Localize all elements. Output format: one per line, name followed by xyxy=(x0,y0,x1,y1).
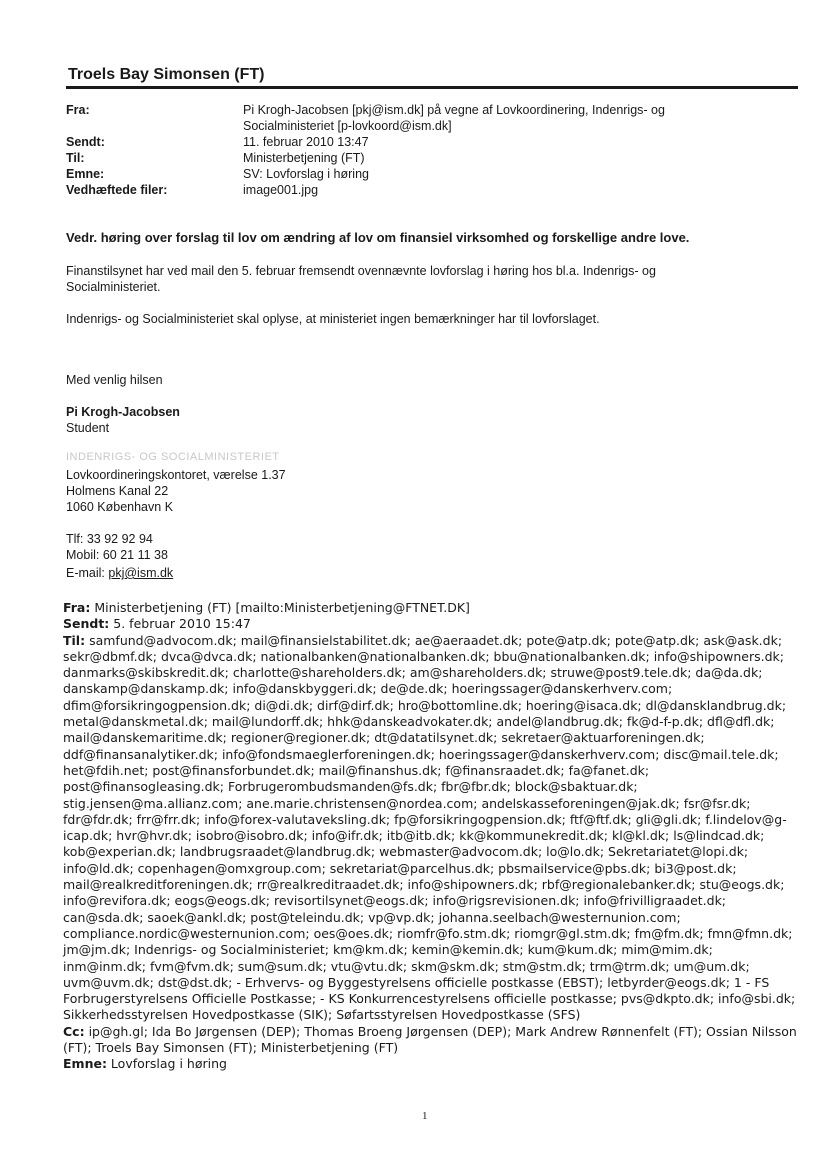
sent-value: 11. februar 2010 13:47 xyxy=(243,135,369,149)
signature-city: 1060 København K xyxy=(66,500,174,514)
mailbox-owner-title: Troels Bay Simonsen (FT) xyxy=(68,66,265,83)
signature-title: Student xyxy=(66,421,110,435)
body-paragraph-1-line-2: Socialministeriet. xyxy=(66,280,161,294)
from-label: Fra: xyxy=(66,103,90,117)
fwd-from-label: Fra: xyxy=(63,600,91,615)
to-label: Til: xyxy=(66,151,85,165)
fwd-sent-label: Sendt: xyxy=(63,616,110,632)
attachments-label: Vedhæftede filer: xyxy=(66,183,168,197)
from-value-line2: Socialministeriet [p-lovkoord@ism.dk] xyxy=(243,119,452,133)
signature-email-label: E-mail: xyxy=(66,566,109,580)
body-paragraph-1-line-1: Finanstilsynet har ved mail den 5. februar fremsendt ovennævnte lovforslag i høring hos bl.a. Indenrigs- og xyxy=(66,264,656,278)
fwd-from-value: Ministerbetjening (FT) [mailto:Ministerbetjening@FTNET.DK] xyxy=(90,600,470,615)
signature-street: Holmens Kanal 22 xyxy=(66,484,169,498)
subject-value: SV: Lovforslag i høring xyxy=(243,167,369,181)
signature-ministry-faint: INDENRIGS- OG SOCIALMINISTERIET xyxy=(66,451,280,463)
fwd-cc-label: Cc: xyxy=(63,1023,85,1039)
signature-name: Pi Krogh-Jacobsen xyxy=(66,405,180,419)
fwd-subject-label: Emne: xyxy=(63,1056,107,1072)
subject-label: Emne: xyxy=(66,167,105,181)
fwd-subject-value: Lovforslag i høring xyxy=(106,1056,227,1072)
signature-greeting: Med venlig hilsen xyxy=(66,373,163,387)
fwd-sent-value: 5. februar 2010 15:47 xyxy=(109,616,251,632)
sent-label: Sendt: xyxy=(66,135,105,149)
signature-office: Lovkoordineringskontoret, værelse 1.37 xyxy=(66,468,286,482)
fwd-cc-recipients: ip@gh.gl; Ida Bo Jørgensen (DEP); Thomas Broeng Jørgensen (DEP); Mark Andrew Rønnenfelt (FT); Ossian Nilsson (FT); Troels Bay Simonsen (FT); Ministerbetjening (FT) xyxy=(63,1023,797,1056)
from-value-line1: Pi Krogh-Jacobsen [pkj@ism.dk] på vegne af Lovkoordinering, Indenrigs- og xyxy=(243,103,665,117)
attachment-filename[interactable]: image001.jpg xyxy=(243,183,319,197)
header-rule xyxy=(66,86,798,89)
fwd-to-recipients: samfund@advocom.dk; mail@finansielstabilitet.dk; ae@aeraadet.dk; pote@atp.dk; pote@atp.dk; ask@ask.dk; sekr@dbmf.dk; dvca@dvca.dk; nationalbanken@nationalbanken.dk; bbu@nationalbanken.dk; info@shipowners.dk; danmarks@skibskredit.dk; charlotte@shareholders.dk; am@shareholders.dk; struwe@post9.tele.dk; da@da.dk; danskamp@danskamp.dk; info@danskbyggeri.dk; de@de.dk; hoeringssager@danskerhverv.com; dfim@forsikringogpension.dk; di@di.dk; dirf@dirf.dk; hro@bottomline.dk; hoering@isaca.dk; dl@dansklandbrug.dk; metal@danskmetal.dk; mail@lundorff.dk; hhk@danskeadvokater.dk; andel@landbrug.dk; fk@d-f-p.dk; dfl@dfl.dk; mail@danskemaritime.dk; regioner@regioner.dk; dt@datatilsynet.dk; sekretaer@aktuarforeningen.dk; ddf@finansanalytiker.dk; info@fondsmaeglerforeningen.dk; hoeringssager@danskerhverv.com; disc@mail.tele.dk; het@fdih.net; post@finansforbundet.dk; mail@finanshus.dk; f@finansraadet.dk; fa@fanet.dk; post@finansogleasing.dk; Forbrugerombudsmanden@fs.dk; fbr@fbr.dk; block@sbaktuar.dk; stig.jensen@ma.allianz.com; ane.marie.christensen@nordea.com; andelskasseforeningen@jak.dk; fsr@fsr.dk; fdr@fdr.dk; frr@frr.dk; info@forex-valutaveksling.dk; fp@forsikringogpension.dk; ftf@ftf.dk; gli@gli.dk; f.lindelov@g-icap.dk; hvr@hvr.dk; isobro@isobro.dk; info@ifr.dk; itb@itb.dk; kk@kommunekredit.dk; kl@kl.dk; ls@lindcad.dk; kob@experian.dk; landbrugsraadet@landbrug.dk; webmaster@advocom.dk; lo@lo.dk; Sekretariatet@lopi.dk; info@ld.dk; copenhagen@omxgroup.com; sekretariat@parcelhus.dk; pbsmailservice@pbs.dk; bi3@post.dk; mail@realkreditforeningen.dk; rr@realkreditraadet.dk; info@shipowners.dk; rbf@regionalebanker.dk; stu@eogs.dk; info@revifora.dk; eogs@eogs.dk; revisortilsynet@eogs.dk; info@rigsrevisionen.dk; info@frivilligraadet.dk; can@sda.dk; saoek@ankl.dk; post@teleindu.dk; vp@vp.dk; johanna.seelbach@westernunion.com; compliance.nordic@westernunion.com; oes@oes.dk; riomfr@fo.stm.dk; riomgr@gl.stm.dk; fm@fm.dk; fmn@fmn.dk; jm@jm.dk; Indenrigs- og Socialministeriet; km@km.dk; kemin@kemin.dk; kum@kum.dk; mim@mim.dk; inm@inm.dk; fvm@fvm.dk; sum@sum.dk; vtu@vtu.dk; skm@skm.dk; stm@stm.dk; trm@trm.dk; um@um.dk; uvm@uvm.dk; dst@dst.dk; - Erhvervs- og Byggestyrelsens officielle postkasse (EBST); letbyrder@eogs.dk; 1 - FS Forbrugerstyrelsens Officielle Postkasse; - KS Konkurrencestyrelsens officielle postkasse; pvs@dkpto.dk; info@sbi.dk; Sikkerhedsstyrelsen Hovedpostkasse (SIK); Søfartsstyrelsen Hovedpostkasse (SFS) xyxy=(63,632,796,1023)
to-value: Ministerbetjening (FT) xyxy=(243,151,365,165)
fwd-to-label: Til: xyxy=(63,632,86,648)
signature-email-link[interactable]: pkj@ism.dk xyxy=(108,566,174,580)
signature-mobile: Mobil: 60 21 11 38 xyxy=(66,548,168,562)
signature-phone: Tlf: 33 92 92 94 xyxy=(66,532,153,546)
forwarded-message-header xyxy=(63,600,798,1073)
page-number: 1 xyxy=(422,1110,428,1122)
body-paragraph-2: Indenrigs- og Socialministeriet skal oplyse, at ministeriet ingen bemærkninger har til lovforslaget. xyxy=(66,312,600,326)
body-heading: Vedr. høring over forslag til lov om ændring af lov om finansiel virksomhed og forskellige andre love. xyxy=(66,230,690,245)
signature-email-row xyxy=(66,565,173,581)
